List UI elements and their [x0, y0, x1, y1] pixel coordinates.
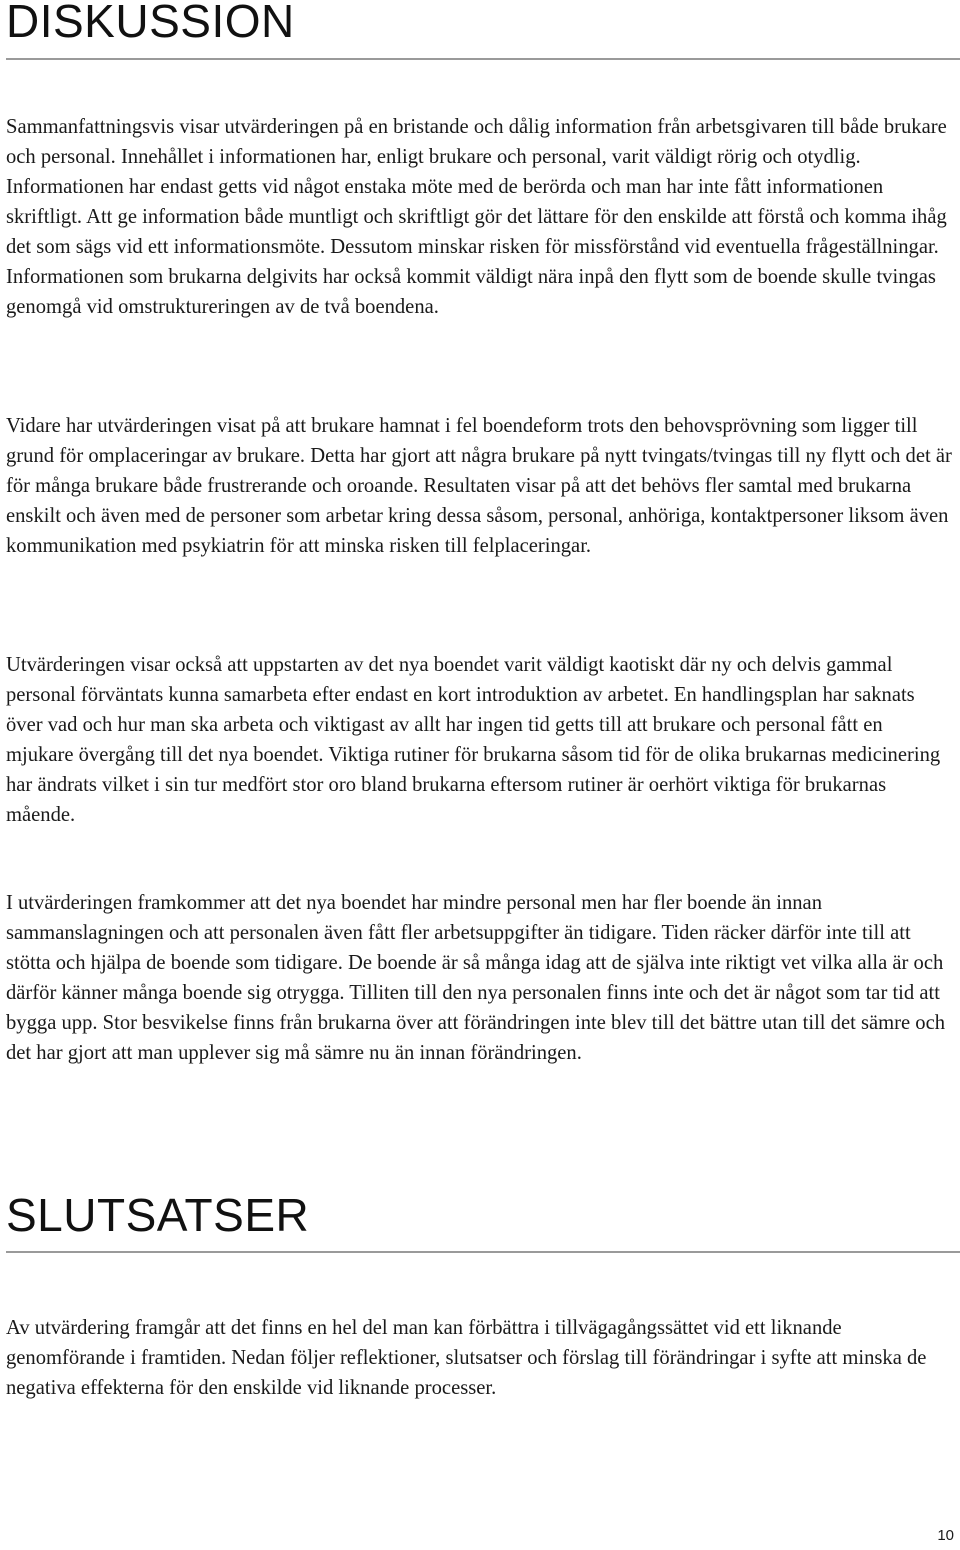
heading-underline — [6, 1251, 960, 1253]
section-heading-slutsatser: SLUTSATSER — [6, 1189, 310, 1241]
paragraph: I utvärderingen framkommer att det nya boendet har mindre personal men har fler boende än innan sammanslagningen och att personalen även fått fler arbetsuppgifter än tidigare. Tiden räcker därför inte till att stötta och hjälpa de boende som tidigare. De boende är så många idag att de själva inte riktigt vet vilka alla är och därför känner många boende sig otrygga. Tilliten till den nya personalen finns inte och det är något som tar tid att bygga upp. Stor besvikelse finns från brukarna över att förändringen inte blev till det bättre utan till det sämre och det har gjort att man upplever sig må sämre nu än innan förändringen. — [6, 892, 946, 1064]
heading-underline — [6, 58, 960, 60]
page-number: 10 — [937, 1527, 954, 1544]
paragraph: Utvärderingen visar också att uppstarten av det nya boendet varit väldigt kaotiskt där ny och delvis gammal personal förväntats kunna samarbeta efter endast en kort introduktion av arbetet. En handlingsplan har saknats över vad och hur man ska arbeta och viktigast av allt har ingen tid getts till att brukare och personal fått en mjukare övergång till det nya boendet. Viktiga rutiner för brukarna såsom tid för de olika brukarnas medicinering har ändrats vilket i sin tur medfört stor oro bland brukarna eftersom rutiner är oerhört viktiga för brukarnas mående. — [6, 654, 941, 826]
paragraph: Sammanfattningsvis visar utvärderingen på en bristande och dålig information från arbetsgivaren till både brukare och personal. Innehållet i informationen har, enligt brukare och personal, varit väldigt rörig och otydlig. Informationen har endast getts vid något enstaka möte med de berörda och man har inte fått informationen skriftligt. Att ge information både muntligt och skriftligt gör det lättare för den enskilde att förstå och komma ihåg det som sägs vid ett informationsmöte. Dessutom minskar risken för missförstånd vid eventuella frågeställningar. Informationen som brukarna delgivits har också kommit väldigt nära inpå den flytt som de boende skulle tvingas genomgå vid omstruktureringen av de två boendena. — [6, 116, 947, 318]
paragraph: Av utvärdering framgår att det finns en hel del man kan förbättra i tillvägagångssättet vid ett liknande genomförande i framtiden. Nedan följer reflektioner, slutsatser och förslag till förändringar i syfte att minska de negativa effekterna för den enskilde vid liknande processer. — [6, 1317, 927, 1399]
section-heading-diskussion: DISKUSSION — [6, 0, 295, 47]
paragraph: Vidare har utvärderingen visat på att brukare hamnat i fel boendeform trots den behovsprövning som ligger till grund för omplaceringar av brukare. Detta har gjort att några brukare på nytt tvingats/tvingas till ny flytt och det är för många brukare både frustrerande och oroande. Resultaten visar på att det behövs fler samtal med brukarna enskilt och även med de personer som arbetar kring dessa såsom, personal, anhöriga, kontaktpersoner liksom även kommunikation med psykiatrin för att minska risken till felplaceringar. — [6, 415, 952, 557]
